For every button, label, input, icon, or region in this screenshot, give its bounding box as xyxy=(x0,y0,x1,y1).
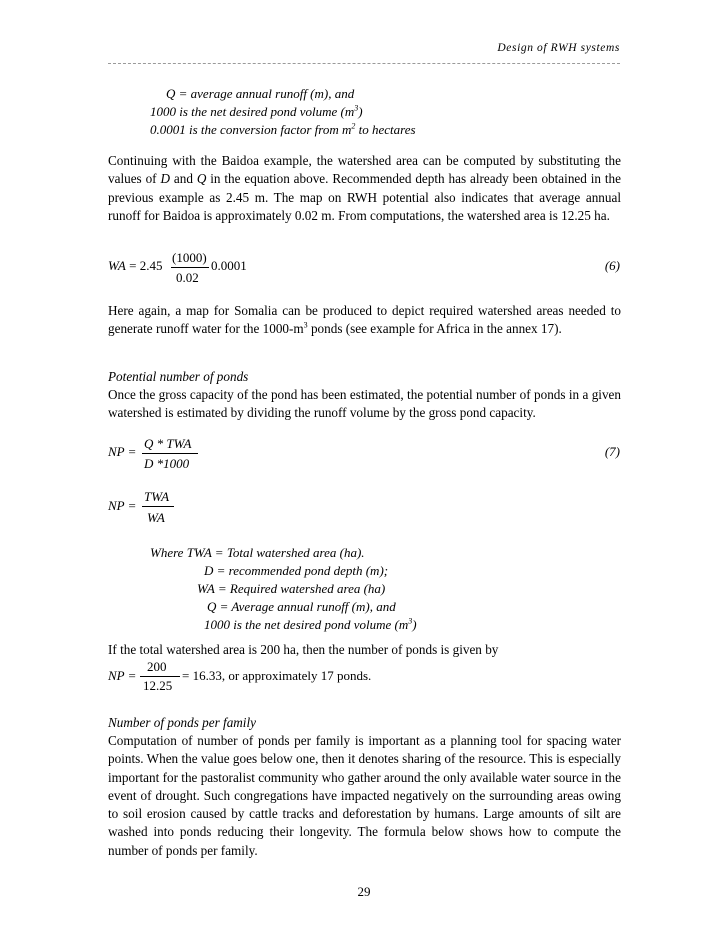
where-wa: WA = Required watershed area (ha) xyxy=(197,581,386,596)
example-numerator: 200 xyxy=(147,659,167,674)
def-pond-volume: 1000 is the net desired pond volume $(m^3)$ xyxy=(150,103,363,119)
paragraph-potential-number-of-ponds: Once the gross capacity of the pond has been estimated, the potential number of ponds in a given watershed is estimated by dividing the runoff volume by the gross pond capacity. xyxy=(108,387,621,421)
paragraph-baidoa-example: Continuing with the Baidoa example, the watershed area can be computed by substituting the values of D and Q in the equation above. Recommended depth has already been obtained in the previous example as 2.45 m. The map on RWH potential also indicates that average annual runoff for Baidoa is approximately 0.02 m. From computations, the watershed area is 12.25 ha. xyxy=(108,153,621,223)
running-header: Design of RWH systems xyxy=(497,42,620,54)
eq7b-denominator: WA xyxy=(147,510,165,525)
paragraph-total-watershed: If the total watershed area is 200 ha, then the number of ponds is given by xyxy=(108,642,499,657)
example-result: = 16.33, or approximately 17 ponds. xyxy=(182,668,372,683)
eq7-fraction-bar xyxy=(142,453,198,454)
eq7b-fraction-bar xyxy=(142,506,174,507)
where-d: D = recommended pond depth (m); xyxy=(204,563,389,578)
def-conversion-factor: 0.0001 is the conversion factor from $m^2$ to hectares xyxy=(150,121,416,137)
example-fraction-bar xyxy=(140,676,180,677)
where-q: Q = Average annual runoff (m), and xyxy=(207,599,396,614)
where-pond-volume: 1000 is the net desired pond volume $(m^3)$ xyxy=(204,616,417,632)
eq6-number: (6) xyxy=(604,258,620,273)
eq6-denominator: 0.02 xyxy=(176,270,199,285)
where-twa: Where TWA = Total watershed area (ha). xyxy=(150,545,365,560)
eq6-lhs: WA = 2.45 xyxy=(108,258,163,273)
paragraph-ponds-per-family: Computation of number of ponds per family is important as a planning tool for spacing water points. When the value goes below one, then it denotes sharing of the resource. This is especially important for the pastoralist community who gather around the only available water source in the event of drought. Such congregations have impacted negatively on the surrounding areas owing to soil erosion caused by cattle tracks and deforestation by humans. Large amounts of silt are washed into ponds reducing their longevity. The formula below shows how to compute the number of ponds per family. xyxy=(108,733,621,858)
eq7b-lhs: NP = xyxy=(108,498,137,513)
eq7-lhs: NP = xyxy=(108,444,137,459)
eq7b-numerator: TWA xyxy=(144,489,170,504)
eq7-numerator: Q * TWA xyxy=(144,436,192,451)
eq7-number: (7) xyxy=(604,444,620,459)
heading-ponds-per-family: Number of ponds per family xyxy=(108,715,256,730)
eq6-numerator: (1000) xyxy=(172,250,207,265)
example-lhs: NP = xyxy=(108,668,137,683)
eq7-denominator: D *1000 xyxy=(144,456,190,471)
header-rule xyxy=(108,63,620,64)
paragraph-somalia-map: Here again, a map for Somalia can be produced to depict required watershed areas needed to generate runoff water for the $1000-m^3$ ponds (see example for Africa in the annex 17). xyxy=(108,303,621,337)
page-number: 29 xyxy=(357,884,371,899)
eq6-fraction-bar xyxy=(171,267,209,268)
heading-potential-number-of-ponds: Potential number of ponds xyxy=(108,369,249,384)
example-denominator: 12.25 xyxy=(143,678,173,693)
def-q: Q = average annual runoff (m), and xyxy=(166,86,355,101)
eq6-factor: 0.0001 xyxy=(211,258,247,273)
